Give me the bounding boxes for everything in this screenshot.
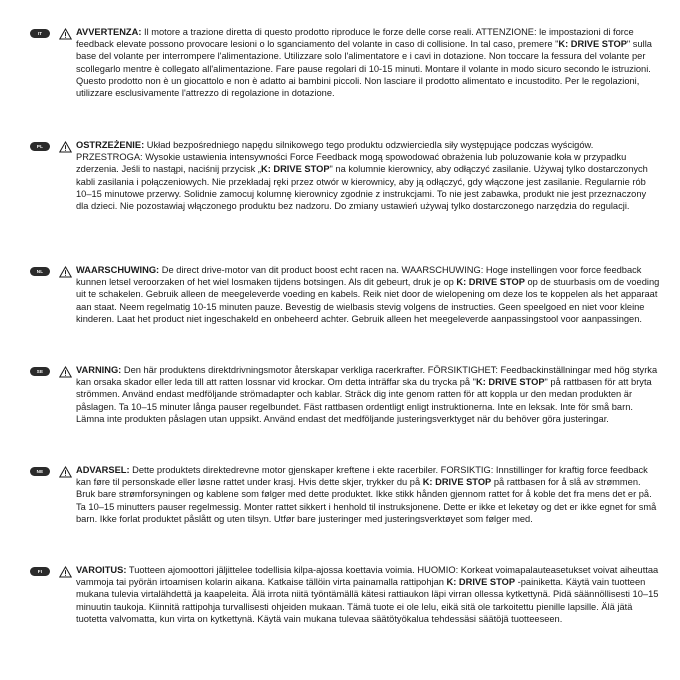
warning-heading: AVVERTENZA: — [76, 27, 142, 37]
warning-triangle-icon — [59, 566, 72, 578]
section-nl — [30, 264, 660, 325]
drive-stop-label: K: DRIVE STOP — [446, 577, 516, 588]
warning-body-part-2: på rattbasen for å slå av strømmen. Bruk bare strømforsyningen og kablene som følger med dette produktet. Ikke stikk hånden gjennom rattet for å koble det fra mens det er på. Ta 10–15 minutters pauser regelmessig. Monter rattet sikkert i henhold til instruksjonene. Dette er ikke et leketøy og det er ikke egnet for små barn. Ikke forlat produktet påslått og uten tilsyn. Utfør bare justeringer med justeringsverktøyet som følger med. — [76, 477, 657, 524]
warning-body-part-1: De direct drive-motor van dit product boost echt racen na. WAARSCHUWING: Hoge instellingen voor force feedback kunnen letsel veroorzaken of het wiel losmaken tijdens botsingen. Als dit gebeurt, druk je op — [76, 265, 642, 288]
warning-triangle-icon — [59, 266, 72, 278]
section-it — [30, 26, 660, 99]
warning-heading: VAROITUS: — [76, 565, 127, 575]
drive-stop-label: K: DRIVE STOP — [422, 477, 492, 488]
drive-stop-label: K: DRIVE STOP — [475, 377, 545, 388]
section-ne — [30, 464, 660, 525]
warning-body-part-1: Den här produktens direktdrivningsmotor återskapar verkliga racerkrafter. FÖRSIKTIGHET: Feedbackinställningar med hög styrka kan orsaka skador eller leda till att ratten lossnar vid krockar. Om detta inträffar ska du trycka på " — [76, 365, 658, 388]
warning-text-pl — [76, 139, 660, 212]
warning-triangle-icon — [59, 28, 72, 40]
drive-stop-label: K: DRIVE STOP — [456, 277, 525, 288]
drive-stop-label: K: DRIVE STOP — [260, 164, 330, 175]
lang-badge-it: IT — [30, 29, 50, 38]
warning-body-part-2: op de stuurbasis om de voeding uit te schakelen. Gebruik alleen de meegeleverde voeding en kabels. Reik niet door de wielopening om deze los te koppelen als het apparaat aan staat. Neem regelmatig 10-15 minuten pauze. Bevestig de wielbasis stevig volgens de instructies. Geen speelgoed en niet voor kleine kinderen. Laat het product niet ingeschakeld en onbeheerd achter. Gebruik alleen het meegeleverde aanpassingstool voor aanpassingen. — [76, 277, 660, 324]
lang-badge-fi: FI — [30, 567, 50, 576]
warning-body-part-2: -painiketta. Käytä vain tuotteen mukana tulevia virtalähdettä ja kaapeleita. Älä irrota niitä työntämällä kätesi rattiaukon läpi virran ollessa kytkettynä. Pidä säännöllisesti 10–15 minuutin taukoja. Kiinnitä rattipohja turvallisesti ohjeiden mukaan. Tämä tuote ei ole lelu, eikä sitä ole tarkoitettu pienille lapsille. Älä jätä tuotetta valvomatta, kun virta on kytkettynä. Käytä vain mukana tulevaa säätötyökalua tehdessäsi säätöjä tuotteeseen. — [76, 577, 659, 624]
warning-body-part-1: Tuotteen ajomoottori jäljittelee todellisia kilpa-ajossa koettavia voimia. HUOMIO: Korkeat voimapalauteasetukset voivat aiheuttaa vammoja tai pyörän irtoamisen kolarin aikana. Katkaise tällöin virta painamalla rattipohjan — [76, 565, 659, 588]
warning-triangle-icon — [59, 466, 72, 478]
lang-badge-ne: NE — [30, 467, 50, 476]
lang-badge-pl: PL — [30, 142, 50, 151]
warning-body-part-1: Układ bezpośredniego napędu silnikowego tego produktu odzwierciedla siły występujące podczas wyścigów. PRZESTROGA: Wysokie ustawienia intensywności Force Feedback mogą spowodować obrażenia lub poluzowanie koła w przypadku zderzenia. Jeśli to nastąpi, naciśnij przycisk „ — [76, 140, 627, 175]
warning-heading: WAARSCHUWING: — [76, 265, 160, 275]
warning-text-fi — [76, 564, 660, 625]
warning-text-nl — [76, 264, 660, 325]
warning-text-se — [76, 364, 660, 425]
warning-body-part-2: " na kolumnie kierownicy, aby odłączyć zasilanie. Używaj tylko dostarczonych kabli zasilania i połączeniowych. Nie przekładaj ręki przez otwór w kierownicy, aby ją odłączyć, gdy włączone jest zasilanie. Regularnie rób 10–15 minutowe przerwy. Solidnie zamocuj kolumnę kierownicy zgodnie z instrukcjami. To nie jest zabawka, produkt nie jest przeznaczony dla dzieci. Nie pozostawiaj włączonego produktu bez nadzoru. Do zmiany ustawień używaj tylko dostarczonego narzędzia do regulacji. — [76, 164, 648, 212]
warning-text-it — [76, 26, 660, 99]
warning-triangle-icon — [59, 141, 72, 153]
warning-triangle-icon — [59, 366, 72, 378]
section-se — [30, 364, 660, 425]
section-fi — [30, 564, 660, 625]
warning-body-part-2: " sulla base del volante per interrompere l'alimentazione. Utilizzare solo l'alimentatore e i cavi in dotazione. Non toccare la fessura del volante per scollegarlo mentre è collegato all'alimentazione. Fare pause regolari di 10-15 minuti. Montare il volante in modo sicuro secondo le istruzioni. Questo prodotto non è un giocattolo e non è adatto ai bambini piccoli. Non lasciare il prodotto alimentato e incustodito. Per le regolazioni, utilizzare esclusivamente l'attrezzo di regolazione in dotazione. — [76, 39, 652, 99]
warning-body-part-2: " på rattbasen för att bryta strömmen. Använd endast medföljande strömadapter och kablar. Sträck dig inte genom ratten för att koppla ur den medan produkten är påslagen. Ta 10–15 minuter långa pauser regelbundet. Fäst rattbasen ordentligt enligt instruktionerna. Inte en leksak. Inte för små barn. Lämna inte produkten påslagen utan uppsikt. Använd endast det medföljande justeringsverktyget när du behöver göra justeringar. — [76, 377, 652, 424]
warning-body-part-1: Dette produktets direktedrevne motor gjenskaper kreftene i ekte racerbiler. FORSIKTIG: Innstillinger for kraftig force feedback kan føre til personskade eller løsne rattet under krasj. Hvis dette skjer, trykker du på — [76, 465, 648, 488]
warning-heading: OSTRZEŻENIE: — [76, 140, 145, 150]
warning-text-ne — [76, 464, 660, 525]
warning-heading: ADVARSEL: — [76, 465, 130, 475]
warning-heading: VARNING: — [76, 365, 122, 375]
section-pl — [30, 139, 660, 212]
lang-badge-se: SE — [30, 367, 50, 376]
warning-body-part-1: Il motore a trazione diretta di questo prodotto riproduce le forze delle corse reali. ATTENZIONE: le impostazioni di force feedback elevate possono provocare lesioni o lo sganciamento del volante in caso di collisione. In tal caso, premere " — [76, 27, 634, 50]
drive-stop-label: K: DRIVE STOP — [558, 39, 627, 50]
lang-badge-nl: NL — [30, 267, 50, 276]
